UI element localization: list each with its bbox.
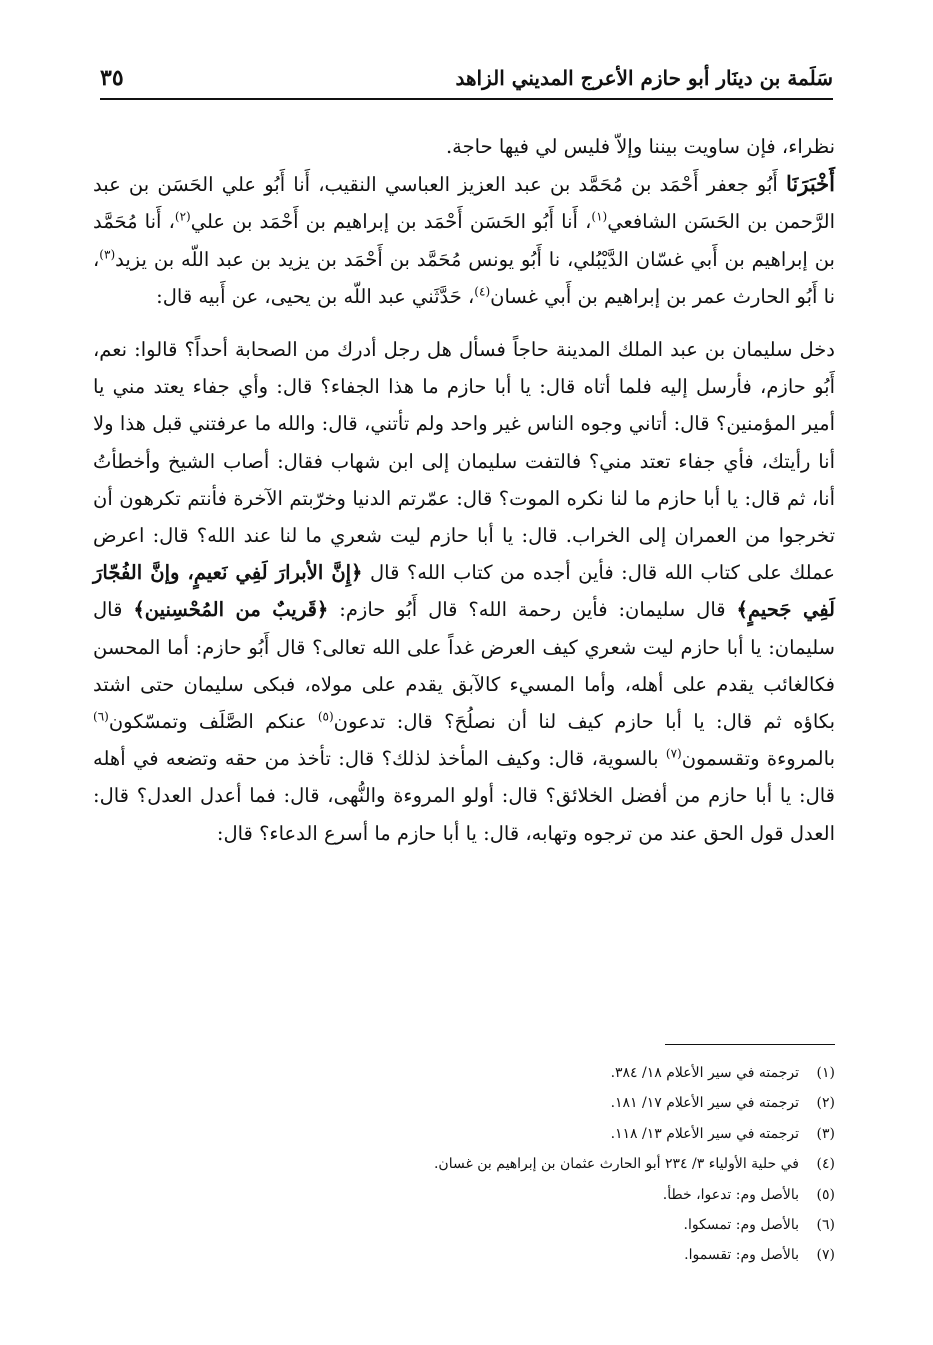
- footnote-reference: (٧): [665, 746, 682, 761]
- footnote-item: [93, 1240, 835, 1270]
- footnote-text: ترجمته في سير الأعلام ١٧/ ١٨١.: [610, 1095, 799, 1112]
- paragraph: [93, 128, 835, 165]
- text-run: ، حَدَّثَني عبد اللّه بن يحيى، عن أَبيه قال:: [156, 284, 475, 308]
- text-run: بالمروءة وتقسمون: [681, 747, 835, 771]
- text-run: قال سليمان: يا أبا حازم ليت شعري كيف العرض غداً على الله تعالى؟ قال أَبُو حازم: أما المحسن فكالغائب يقدم على أهله، وأما المسيء كالآبق يقدم على مولاه، فبكى سليمان حتى اشتد بكاؤه ثم قال: يا أبا حازم كيف لنا أن نصلُحَ؟ قال: تدعون: [93, 598, 835, 734]
- paragraph: [93, 331, 835, 852]
- footnote-number: (٥): [816, 1186, 835, 1203]
- page-header: [100, 58, 833, 100]
- footnote-item: [93, 1058, 835, 1088]
- text-run: بالسوية، قال: وكيف المأخذ لذلك؟ قال: تأخذ من حقه وتضعه في أهله قال: يا أبا حازم من أفضل الخلائق؟ قال: أولو المروءة والنُّهى، قال: فما أعدل العدل؟ قال: العدل قول الحق عند من ترجوه وتهابه، قال: يا أبا حازم ما أسرع الدعاء؟ قال:: [93, 747, 835, 845]
- footnote-number: (٢): [816, 1095, 835, 1112]
- text-run: عنكم الصَّلَف وتمسّكون: [108, 710, 318, 734]
- quran-quote: ﴿إِنَّ الأبرارَ لَفِي نَعيمٍ، وإنَّ الفُجّارَ لَفِي جَحيمٍ﴾: [93, 561, 836, 622]
- footnote-text: بالأصل وم: تدعوا، خطأ.: [662, 1186, 799, 1203]
- quran-quote: ﴿قَريبٌ من المُحْسِنين﴾: [133, 598, 329, 622]
- page-number: ٣٥: [100, 65, 124, 91]
- text-run: ، أَنا مُحَمَّد بن إبراهيم بن أَبي غسّان الدَّيْبُلي، نا أَبُو يونس مُحَمَّد بن أَحْمَد بن يزيد بن عبد اللّه بن يزيد: [93, 210, 835, 271]
- footnote-item: [93, 1149, 835, 1179]
- text-run: دخل سليمان بن عبد الملك المدينة حاجاً فسأل هل رجل أدرك من الصحابة أحداً؟ قالوا: نعم، أَبُو حازم، فأرسل إليه فلما أتاه قال: يا أبا حازم ما هذا الجفاء؟ قال: وأي جفاء يعتد مني يا أمير المؤمنين؟ قال: أتاني وجوه الناس غير واحد ولم تأتني، قال: والله ما عرفتني قبل هذا ولا أنا رأيتك، فأي جفاء تعتد مني؟ فالتفت سليمان إلى ابن شهاب فقال: أصاب الشيخ وأخطأتُ أنا، ثم قال: يا أبا حازم ما لنا نكره الموت؟ قال: عمّرتم الدنيا وخرّبتم الآخرة فأنتم تكرهون أن تخرجوا من العمران إلى الخراب. قال: يا أبا حازم ليت شعري ما لنا عند الله؟ قال: اعرض عملك على كتاب الله قال: فأين أجده من كتاب الله؟ قال: [93, 338, 836, 585]
- footnote-item: [93, 1119, 835, 1149]
- footnote-text: ترجمته في سير الأعلام ١٣/ ١١٨.: [610, 1125, 799, 1142]
- footnote-reference: (٥): [317, 709, 334, 724]
- footnote-item: [93, 1210, 835, 1240]
- isnad-lead-word: أَخْبَرَنَا: [786, 171, 835, 197]
- footnote-divider: [665, 1044, 835, 1045]
- footnote-item: [93, 1088, 835, 1118]
- text-run: ، نا أَبُو الحارث عمر بن إبراهيم بن أَبي غسان: [93, 247, 835, 308]
- footnote-number: (٣): [816, 1125, 835, 1142]
- footnote-text: في حلية الأولياء ٣/ ٢٣٤ أبو الحارث عثمان بن إبراهيم بن غسان.: [433, 1156, 799, 1173]
- running-title: سَلَمة بن دينَار أبو حازم الأعرج المديني الزاهد: [455, 66, 833, 90]
- footnotes-list: [93, 1058, 835, 1271]
- footnote-text: بالأصل وم: تقسموا.: [684, 1247, 799, 1264]
- footnote-reference: (٤): [474, 284, 491, 299]
- footnote-text: بالأصل وم: تمسكوا.: [683, 1217, 799, 1234]
- footnote-text: ترجمته في سير الأعلام ١٨/ ٣٨٤.: [610, 1065, 799, 1081]
- text-run: أَبُو جعفر أَحْمَد بن مُحَمَّد بن عبد العزيز العباسي النقيب، أَنا أَبُو علي الحَسَن بن عبد الرَّحمن بن الحَسَن الشافعي: [93, 173, 835, 234]
- main-text: [93, 128, 835, 852]
- footnote-number: (٦): [816, 1217, 835, 1234]
- paragraph-gap: [93, 315, 835, 331]
- footnote-number: (٤): [816, 1156, 835, 1173]
- footnote-reference: (٢): [174, 209, 191, 224]
- footnote-reference: (٦): [93, 709, 109, 724]
- text-run: نظراء، فإن ساويت بيننا وإلاّ فليس لي فيها حاجة.: [445, 135, 835, 158]
- footnote-reference: (١): [591, 209, 608, 224]
- text-run: قال سليمان: فأين رحمة الله؟ قال أَبُو حازم:: [328, 598, 737, 622]
- paragraph: [93, 165, 835, 315]
- footnote-number: (٧): [816, 1247, 835, 1264]
- footnote-item: [93, 1180, 835, 1210]
- footnote-reference: (٣): [99, 247, 116, 262]
- text-run: ، أَنا أَبُو الحَسَن أَحْمَد بن إبراهيم بن أَحْمَد بن علي: [190, 210, 592, 234]
- footnote-number: (١): [816, 1065, 835, 1081]
